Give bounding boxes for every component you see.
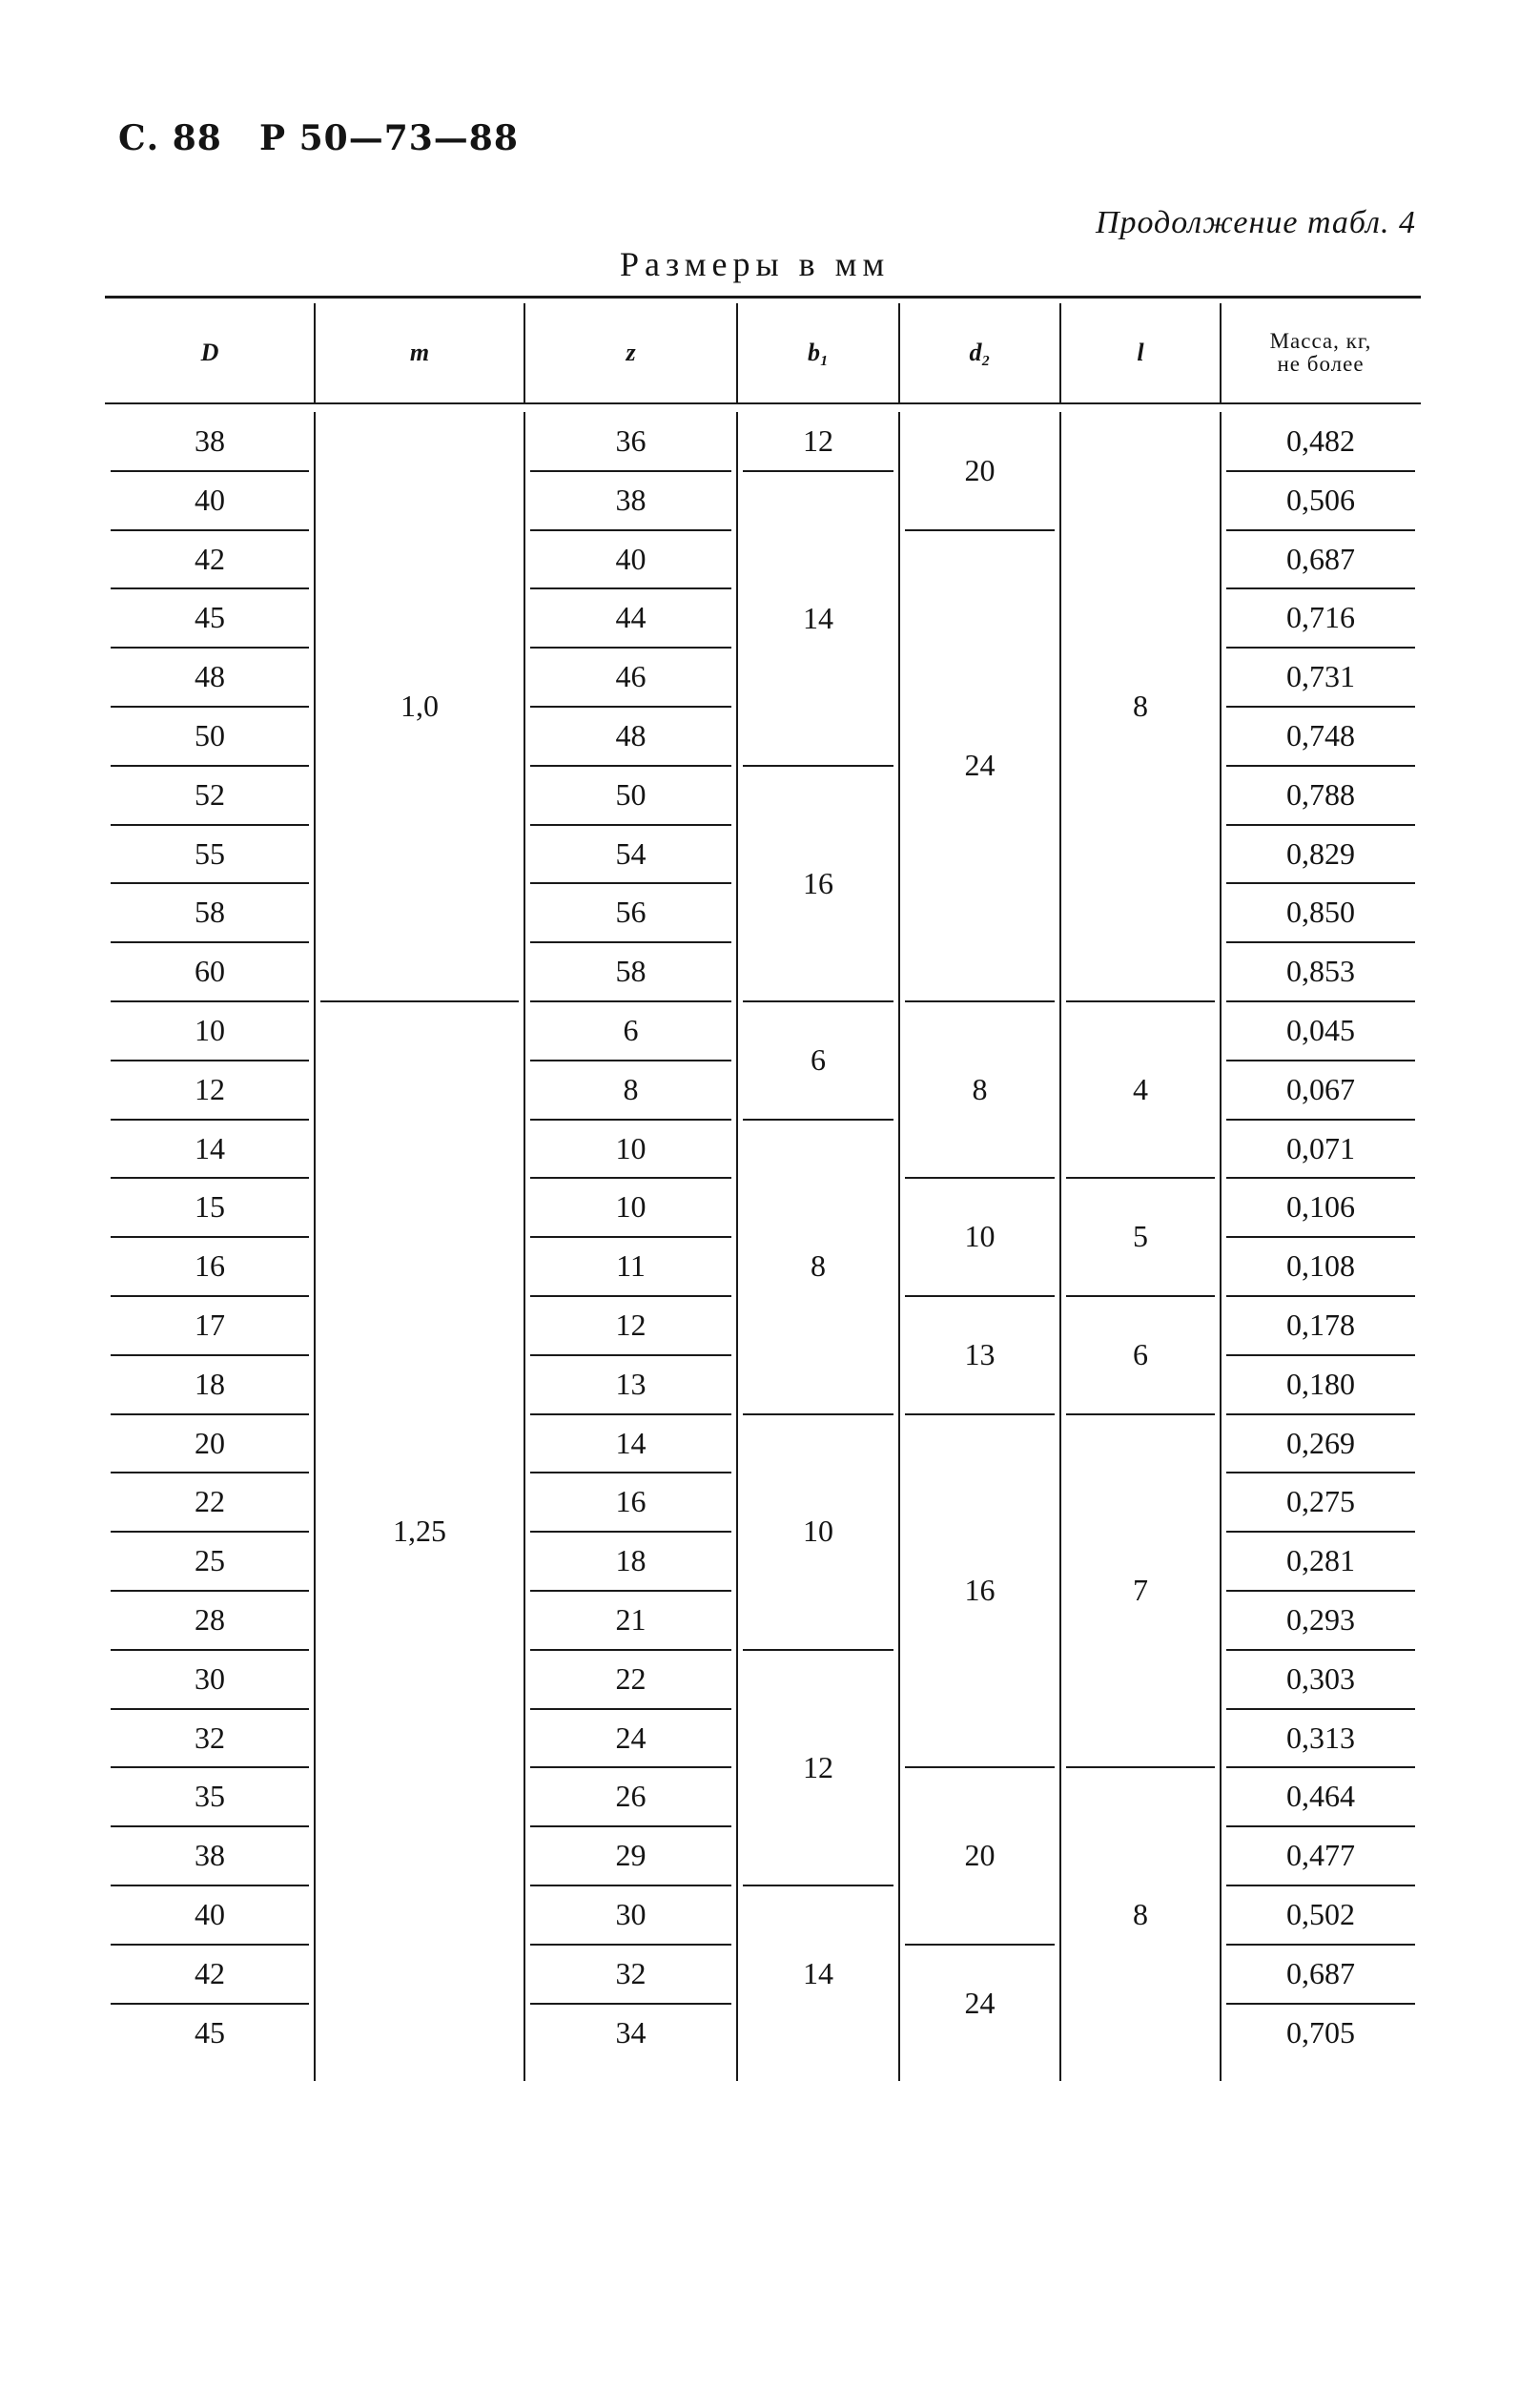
cell-mass: 0,178 [1286, 1308, 1355, 1343]
cell-D: 15 [195, 1189, 225, 1225]
cell-D: 48 [195, 659, 225, 694]
cell-mass: 0,108 [1286, 1248, 1355, 1284]
cell-D: 45 [195, 2014, 225, 2050]
cell-z: 18 [615, 1543, 647, 1578]
cell-b1-group: 6 [811, 1042, 826, 1077]
cell-mass: 0,788 [1286, 776, 1355, 812]
cell-b1-group: 14 [803, 1955, 833, 1990]
page-number: С. 88 [118, 118, 222, 158]
cell-mass: 0,716 [1286, 600, 1355, 635]
cell-d2-group: 8 [972, 1071, 988, 1106]
cell-mass: 0,482 [1286, 423, 1355, 459]
header-b1: b₁ [807, 339, 830, 367]
cell-z: 11 [616, 1248, 646, 1284]
cell-z: 10 [615, 1130, 647, 1165]
document-code: Р 50—73—88 [259, 118, 519, 158]
header-mass [1221, 303, 1421, 402]
cell-D: 20 [195, 1425, 225, 1460]
cell-z: 21 [615, 1602, 647, 1638]
cell-z: 38 [615, 482, 647, 517]
header-d2: d₂ [969, 339, 991, 367]
cell-z: 14 [615, 1425, 647, 1460]
cell-D: 52 [195, 776, 225, 812]
cell-b1-group: 12 [803, 1749, 833, 1784]
header-m: m [409, 339, 430, 367]
cell-mass: 0,313 [1286, 1720, 1355, 1755]
cell-mass: 0,293 [1286, 1602, 1355, 1638]
cell-D: 35 [195, 1779, 225, 1814]
cell-z: 6 [623, 1013, 639, 1048]
cell-D: 30 [195, 1660, 225, 1696]
cell-z: 36 [615, 423, 647, 459]
cell-l-group: 4 [1133, 1071, 1148, 1106]
header-D: D [200, 339, 219, 367]
cell-mass: 0,705 [1286, 2014, 1355, 2050]
cell-b1-group: 12 [803, 423, 833, 459]
cell-D: 42 [195, 541, 225, 576]
cell-z: 24 [615, 1720, 647, 1755]
cell-mass: 0,731 [1286, 659, 1355, 694]
cell-l-group: 6 [1133, 1337, 1148, 1371]
cell-mass: 0,502 [1286, 1897, 1355, 1932]
cell-b1-group: 16 [803, 865, 833, 900]
cell-mass: 0,180 [1286, 1366, 1355, 1401]
cell-D: 25 [195, 1543, 225, 1578]
cell-mass: 0,687 [1286, 1955, 1355, 1990]
cell-mass: 0,748 [1286, 718, 1355, 753]
cell-D: 50 [195, 718, 225, 753]
cell-mass: 0,477 [1286, 1838, 1355, 1873]
cell-D: 58 [195, 895, 225, 930]
cell-d2-group: 20 [964, 1838, 996, 1873]
cell-z: 56 [615, 895, 647, 930]
cell-mass: 0,687 [1286, 541, 1355, 576]
cell-z: 58 [615, 954, 647, 989]
cell-D: 32 [195, 1720, 225, 1755]
table-top-rule [105, 296, 1421, 299]
cell-d2-group: 24 [964, 747, 996, 782]
cell-z: 26 [615, 1779, 647, 1814]
cell-mass: 0,506 [1286, 482, 1355, 517]
units-caption: Размеры в мм [620, 245, 891, 283]
cell-mass: 0,067 [1286, 1071, 1355, 1106]
cell-d2-group: 20 [964, 453, 996, 487]
cell-z: 34 [615, 2014, 647, 2050]
cell-b1-group: 8 [811, 1248, 826, 1284]
cell-D: 12 [195, 1071, 225, 1106]
cell-l-group: 8 [1133, 689, 1148, 724]
cell-mass: 0,829 [1286, 835, 1355, 871]
cell-mass: 0,045 [1286, 1013, 1355, 1048]
cell-b1-group: 14 [803, 600, 833, 635]
cell-mass: 0,281 [1286, 1543, 1355, 1578]
cell-D: 16 [195, 1248, 225, 1284]
cell-z: 48 [615, 718, 647, 753]
cell-D: 14 [195, 1130, 225, 1165]
cell-mass: 0,275 [1286, 1484, 1355, 1519]
cell-l-group: 7 [1133, 1573, 1148, 1608]
cell-D: 38 [195, 423, 225, 459]
cell-z: 32 [615, 1955, 647, 1990]
cell-D: 40 [195, 1897, 225, 1932]
cell-z: 13 [615, 1366, 647, 1401]
cell-d2-group: 13 [964, 1337, 996, 1371]
cell-mass: 0,106 [1286, 1189, 1355, 1225]
continuation-note: Продолжение табл. 4 [1095, 205, 1416, 240]
cell-m-group: 1,0 [400, 689, 439, 724]
cell-D: 17 [195, 1308, 225, 1343]
cell-d2-group: 10 [964, 1219, 996, 1254]
cell-z: 10 [615, 1189, 647, 1225]
header-mass-line2: не более [1277, 352, 1365, 376]
cell-z: 44 [615, 600, 647, 635]
cell-D: 42 [195, 1955, 225, 1990]
cell-z: 29 [615, 1838, 647, 1873]
cell-mass: 0,850 [1286, 895, 1355, 930]
cell-mass: 0,853 [1286, 954, 1355, 989]
cell-D: 18 [195, 1366, 225, 1401]
cell-D: 10 [195, 1013, 225, 1048]
cell-z: 16 [615, 1484, 647, 1519]
cell-z: 12 [615, 1308, 647, 1343]
cell-d2-group: 24 [964, 1985, 996, 2020]
cell-z: 40 [615, 541, 647, 576]
cell-m-group: 1,25 [393, 1514, 446, 1549]
cell-D: 28 [195, 1602, 225, 1638]
cell-D: 45 [195, 600, 225, 635]
cell-mass: 0,071 [1286, 1130, 1355, 1165]
header-z: z [626, 339, 636, 367]
cell-l-group: 5 [1133, 1219, 1148, 1254]
cell-z: 50 [615, 776, 647, 812]
cell-mass: 0,464 [1286, 1779, 1355, 1814]
cell-b1-group: 10 [803, 1514, 833, 1549]
cell-z: 46 [615, 659, 647, 694]
cell-z: 54 [615, 835, 647, 871]
cell-z: 8 [623, 1071, 639, 1106]
cell-mass: 0,303 [1286, 1660, 1355, 1696]
cell-D: 38 [195, 1838, 225, 1873]
cell-D: 22 [195, 1484, 225, 1519]
cell-z: 22 [615, 1660, 647, 1696]
cell-D: 60 [195, 954, 225, 989]
header-l: l [1137, 339, 1144, 367]
cell-D: 55 [195, 835, 225, 871]
cell-z: 30 [615, 1897, 647, 1932]
header-mass-line1: Масса, кг, [1269, 328, 1372, 353]
header-bottom-rule [105, 402, 1421, 404]
cell-l-group: 8 [1133, 1897, 1148, 1932]
cell-mass: 0,269 [1286, 1425, 1355, 1460]
cell-D: 40 [195, 482, 225, 517]
cell-d2-group: 16 [964, 1573, 996, 1608]
